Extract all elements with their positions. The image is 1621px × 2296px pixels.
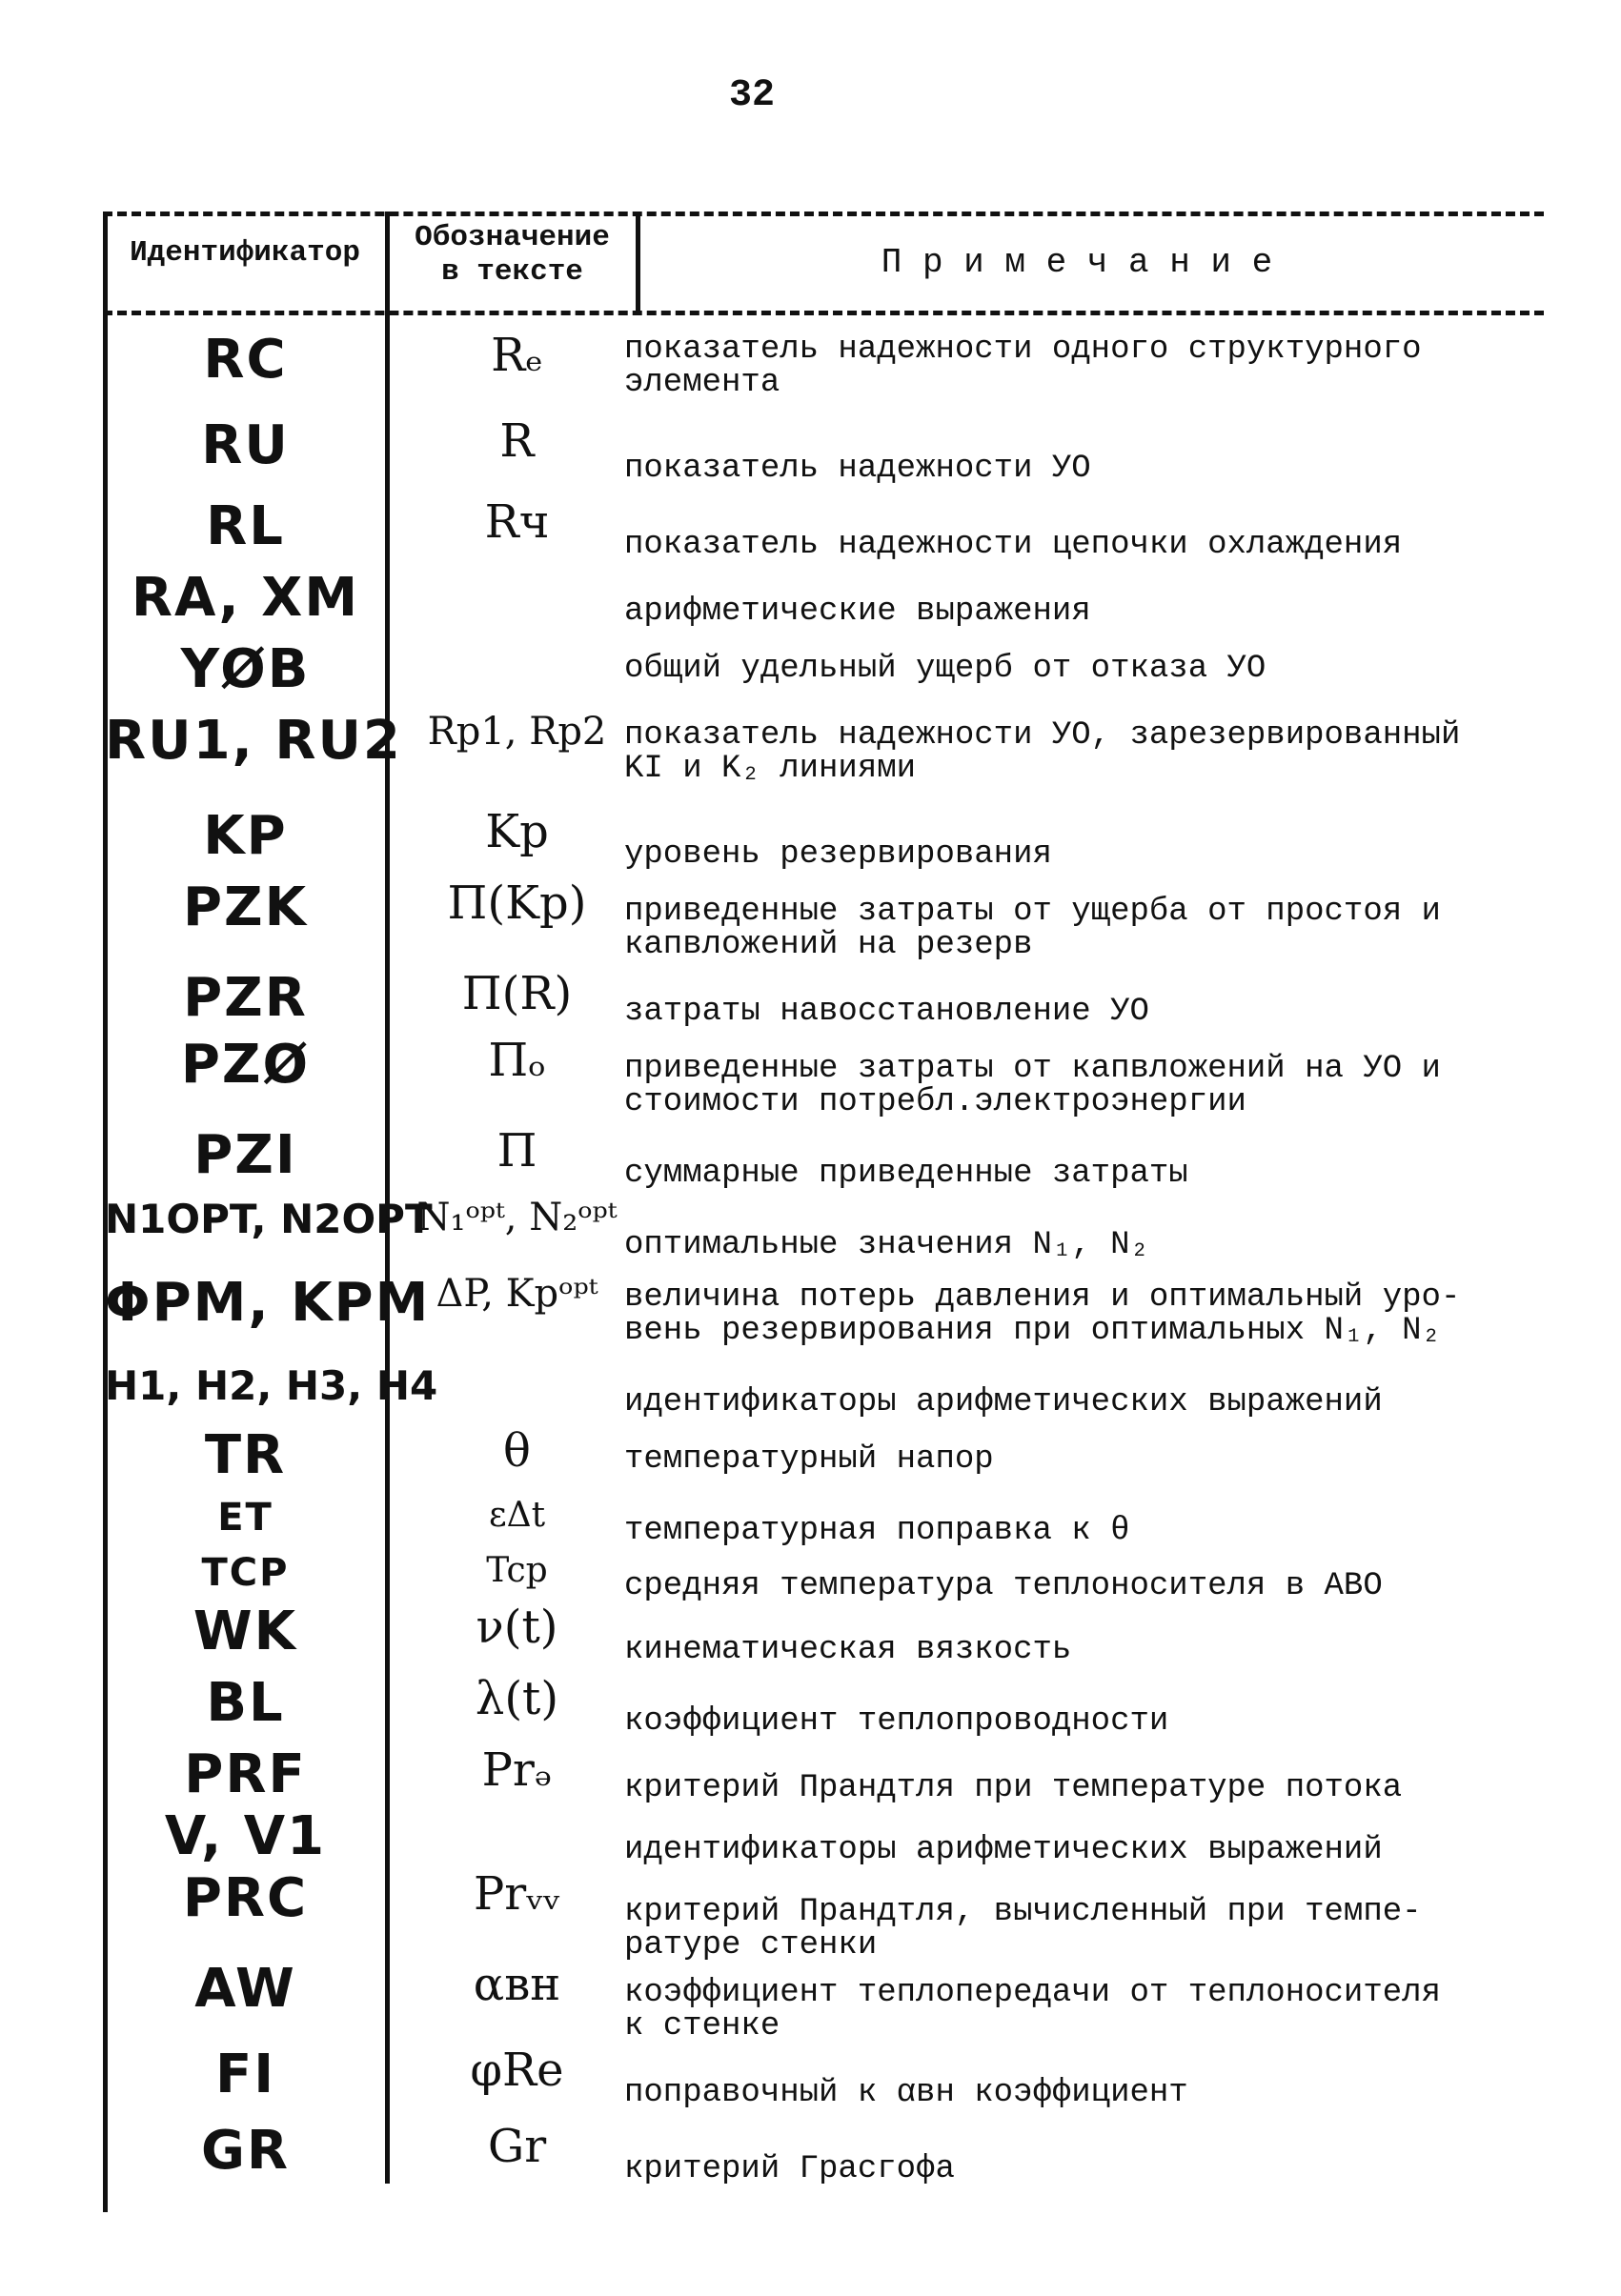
notation-cell: R [499, 414, 535, 468]
identifier-cell: RA, XM [131, 567, 360, 629]
note-cell [624, 1834, 1558, 1867]
identifier-cell: PRC [182, 1867, 309, 1929]
note-line-1: показатель надежности УО [624, 451, 1091, 487]
notation-cell: ΔP, Kpᵒᵖᵗ [436, 1272, 598, 1316]
identifier-cell: FI [214, 2044, 276, 2105]
note-line-1: средняя температура теплоносителя в АВО [624, 1568, 1383, 1604]
note-line-1: критерий Прандтля, вычисленный при темпе- [624, 1894, 1422, 1930]
note-line-1: суммарные приведенные затраты [624, 1156, 1188, 1192]
note-line-1: показатель надежности УО, зарезервированный [624, 717, 1461, 754]
note-line-2: к стенке [624, 2008, 780, 2044]
note-cell [624, 1386, 1558, 1420]
identifier-cell: ΦPM, KPM [105, 1272, 431, 1334]
note-line-2: элемента [624, 365, 780, 401]
notation-cell: λ(t) [475, 1672, 559, 1725]
note-cell [624, 1281, 1558, 1348]
note-line-1: идентификаторы арифметических выражений [624, 1384, 1383, 1420]
notation-cell: П(Kp) [447, 876, 587, 930]
note-line-1: кинематическая вязкость [624, 1632, 1072, 1668]
note-line-1: коэффициент теплопроводности [624, 1703, 1169, 1740]
note-line-2: вень резервирования при оптимальных N₁, N₂ [624, 1313, 1441, 1349]
note-line-1: величина потерь давления и оптимальный уро- [624, 1279, 1461, 1316]
note-cell [624, 719, 1558, 786]
notation-cell: Пₒ [488, 1034, 546, 1087]
notation-cell: εΔt [488, 1496, 546, 1535]
note-line-2: KІ и K₂ линиями [624, 751, 917, 787]
note-cell [624, 1515, 1558, 1548]
note-cell [624, 896, 1558, 962]
identifier-cell: TCP [201, 1551, 290, 1595]
note-cell [624, 1705, 1558, 1739]
note-line-1: поправочный к αвн коэффициент [624, 2075, 1188, 2111]
note-cell [624, 1570, 1558, 1603]
note-line-1: затраты навосстановление УО [624, 994, 1149, 1030]
note-cell [624, 453, 1558, 486]
note-line-1: арифметические выражения [624, 594, 1091, 630]
identifier-cell: RC [203, 329, 288, 391]
notation-cell: Rp1, Rp2 [427, 710, 607, 754]
identifier-cell: RU [201, 414, 290, 476]
note-cell [624, 996, 1558, 1029]
note-cell [624, 653, 1558, 686]
notation-cell: Gr [487, 2120, 547, 2173]
note-cell [624, 1634, 1558, 1667]
note-line-1: показатель надежности цепочки охлаждения [624, 527, 1403, 563]
note-line-1: критерий Прандтля при температуре потока [624, 1770, 1403, 1806]
header-identifier: Идентификатор [130, 236, 360, 270]
note-cell [624, 333, 1558, 400]
note-line-1: приведенные затраты от капвложений на УО и [624, 1051, 1441, 1087]
note-line-1: температурный напор [624, 1441, 994, 1478]
identifier-cell: PRF [184, 1743, 307, 1805]
note-cell [624, 1158, 1558, 1191]
header-bottom-rule [103, 311, 1544, 315]
note-line-1: оптимальные значения N₁, N₂ [624, 1227, 1149, 1263]
note-cell [624, 595, 1558, 629]
note-line-1: коэффициент теплопередачи от теплоносителя [624, 1975, 1441, 2011]
identifier-cell: YØB [180, 638, 311, 700]
identifier-cell: H1, H2, H3, H4 [105, 1362, 438, 1409]
notation-cell: ν(t) [476, 1601, 558, 1654]
identifier-cell: PZI [193, 1124, 297, 1186]
identifier-cell: RU1, RU2 [105, 710, 402, 772]
notation-cell: φRe [470, 2044, 564, 2097]
identifier-cell: BL [206, 1672, 285, 1734]
note-line-1: идентификаторы арифметических выражений [624, 1832, 1383, 1868]
notation-cell: Tcp [486, 1551, 548, 1590]
notation-cell: αвн [473, 1958, 561, 2011]
note-cell [624, 2077, 1558, 2110]
identifier-cell: N1OPT, N2OPT [105, 1196, 433, 1242]
notation-cell: Kp [485, 805, 549, 858]
identifier-cell: WK [192, 1601, 298, 1662]
identifier-cell: TR [204, 1424, 287, 1486]
note-cell [624, 1772, 1558, 1805]
page-number: 32 [729, 74, 776, 117]
note-line-1: температурная поправка к θ [624, 1513, 1130, 1549]
identifier-cell: GR [200, 2120, 291, 2182]
note-cell [624, 1977, 1558, 2044]
note-cell [624, 2153, 1558, 2186]
identifier-cell: RL [206, 495, 285, 557]
identifier-cell: ET [217, 1496, 274, 1540]
notation-cell: Rₑ [491, 329, 543, 382]
notation-cell: Prₔ [481, 1743, 553, 1797]
note-line-1: критерий Грасгофа [624, 2151, 955, 2187]
header-notation [391, 221, 634, 290]
notation-cell: П [496, 1124, 537, 1178]
note-line-2: капвложений на резерв [624, 927, 1033, 963]
header-notation-line2: в тексте [441, 255, 583, 289]
header-note: П р и м е ч а н и е [881, 243, 1273, 282]
identifier-cell: PZØ [180, 1034, 311, 1096]
note-line-1: показатель надежности одного структурного [624, 332, 1422, 368]
note-cell [624, 1229, 1558, 1262]
identifier-cell: KP [203, 805, 288, 867]
notation-cell: Prᵥᵥ [473, 1867, 560, 1921]
note-cell [624, 838, 1558, 872]
notation-cell: П(R) [461, 967, 573, 1020]
note-line-2: ратуре стенки [624, 1927, 878, 1964]
notation-cell: Rч [484, 495, 550, 549]
column-divider-2 [636, 211, 640, 314]
identifier-cell: V, V1 [164, 1805, 327, 1867]
note-line-1: приведенные затраты от ущерба от простоя и [624, 894, 1441, 930]
note-cell [624, 1443, 1558, 1477]
notation-cell: N₁ᵒᵖᵗ, N₂ᵒᵖᵗ [416, 1196, 618, 1239]
note-cell [624, 529, 1558, 562]
note-cell [624, 1053, 1558, 1119]
notation-cell: θ [503, 1424, 531, 1478]
note-line-1: общий удельный ущерб от отказа УО [624, 651, 1266, 687]
identifier-cell: AW [194, 1958, 296, 2020]
identifier-cell: PZK [182, 876, 309, 938]
note-cell [624, 1896, 1558, 1963]
note-line-2: стоимости потребл.электроэнергии [624, 1084, 1246, 1120]
table-top-rule [103, 211, 1544, 216]
identifier-cell: PZR [183, 967, 308, 1029]
note-line-1: уровень резервирования [624, 836, 1052, 873]
header-notation-line1: Обозначение [415, 221, 610, 254]
